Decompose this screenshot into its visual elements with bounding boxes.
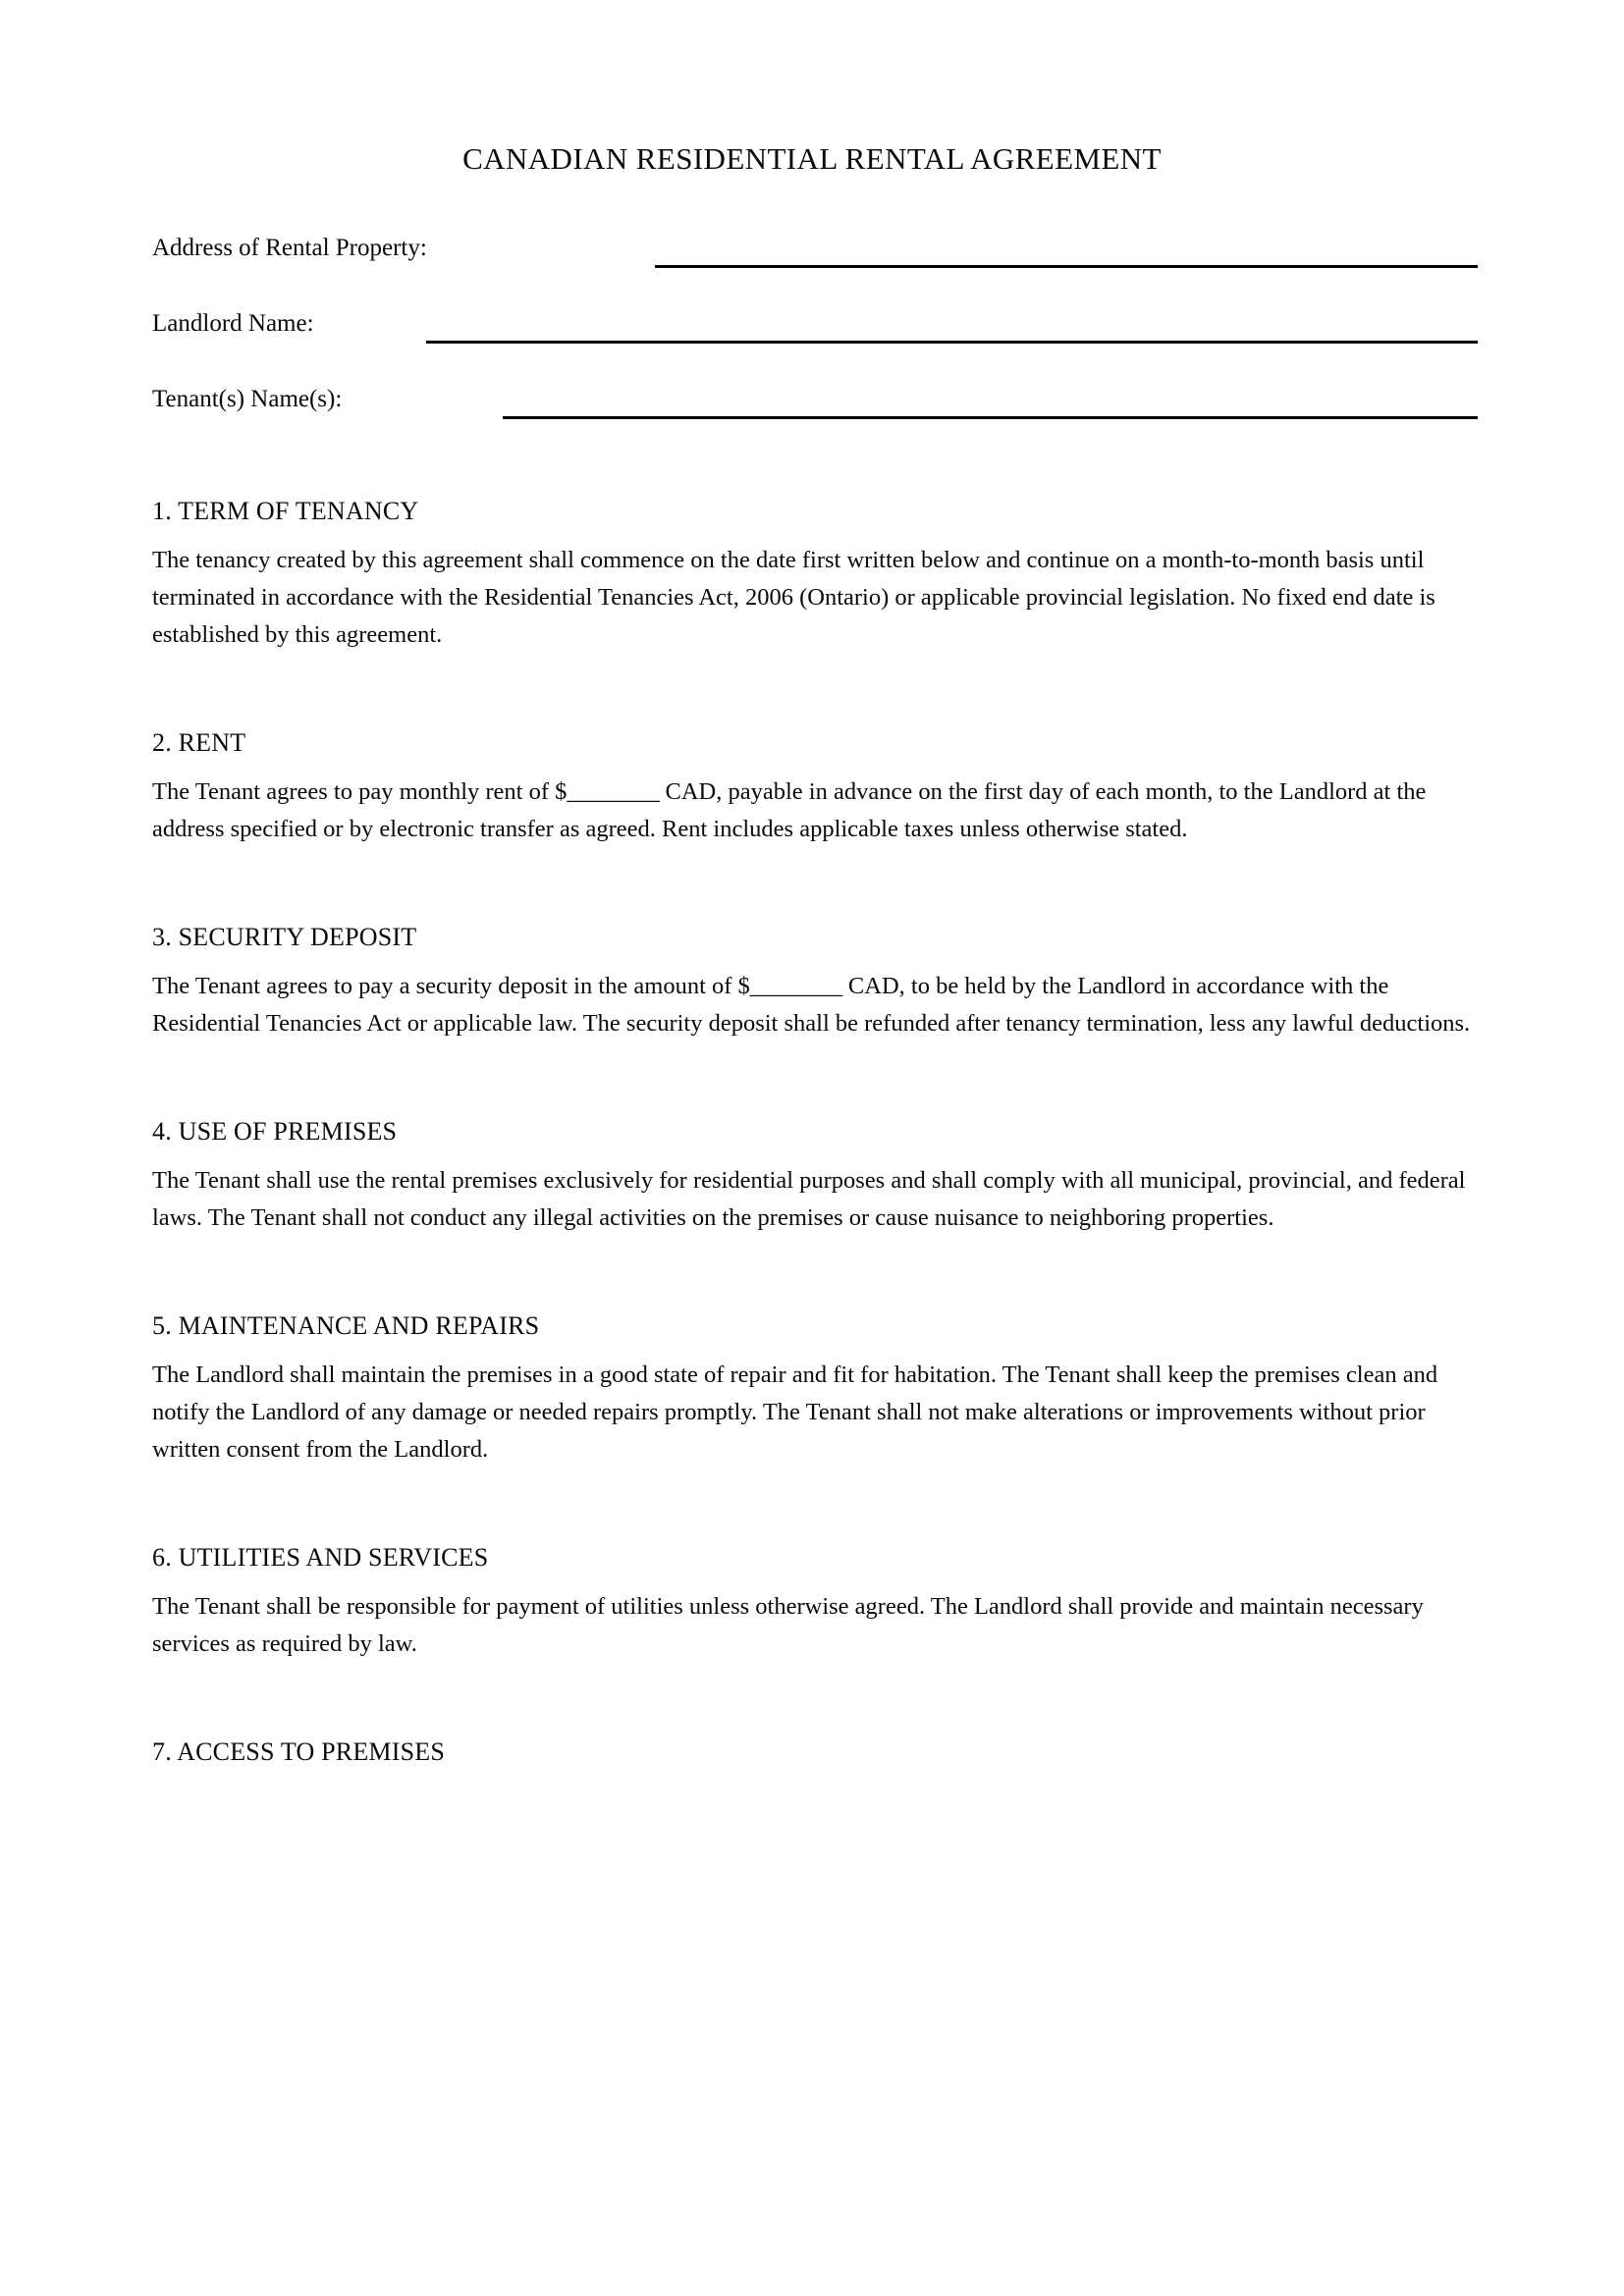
section-rent [152, 726, 1478, 848]
form-row-address [0, 232, 1624, 307]
clause-list [152, 495, 1478, 1783]
section-body [152, 968, 1478, 1042]
section-body: The Tenant shall use the rental premises exclusively for residential purposes and shall comply with all municipal, provincial, and federal laws. The Tenant shall not conduct any illegal activities on the premises or cause nuisance to neighboring properties. [152, 1167, 1466, 1231]
section-heading: 2. RENT [152, 728, 246, 757]
deposit-amount-blank[interactable]: ________ [749, 973, 842, 999]
landlord-name-field-label: Landlord Name: [152, 310, 314, 337]
section-body-text-before-blank: The Tenant agrees to pay a security deposit in the amount of $ [152, 973, 750, 999]
section-access-to-premises [152, 1735, 1478, 1769]
section-use-of-premises [152, 1115, 1478, 1237]
form-row-landlord [0, 307, 1624, 383]
section-heading: 3. SECURITY DEPOSIT [152, 923, 417, 951]
landlord-name-input-line[interactable] [426, 341, 1478, 344]
section-body [152, 774, 1478, 848]
address-field-label: Address of Rental Property: [152, 235, 427, 261]
section-body: The Landlord shall maintain the premises in a good state of repair and fit for habitation. The Tenant shall keep the premises clean and notify the Landlord of any damage or needed repairs promptly. The Tenant shall not make alterations or improvements without prior written consent from the Landlord. [152, 1362, 1438, 1463]
address-field-input-line[interactable] [655, 265, 1478, 268]
section-heading: 6. UTILITIES AND SERVICES [152, 1543, 489, 1572]
section-body-text-after-blank: CAD, to be held by the Landlord in accordance with the Residential Tenancies Act or applicable law. The security deposit shall be refunded after tenancy termination, less any lawful deductions. [152, 973, 1471, 1037]
page-title: CANADIAN RESIDENTIAL RENTAL AGREEMENT [462, 140, 1162, 176]
section-term-of-tenancy [152, 495, 1478, 654]
section-maintenance-and-repairs [152, 1309, 1478, 1468]
tenant-names-input-line[interactable] [503, 416, 1478, 419]
section-body-text-before-blank: The Tenant agrees to pay monthly rent of $ [152, 778, 568, 805]
form-row-tenant [0, 383, 1624, 458]
section-heading: 1. TERM OF TENANCY [152, 497, 419, 525]
section-body: The Tenant shall be responsible for payment of utilities unless otherwise agreed. The Landlord shall provide and maintain necessary services as required by law. [152, 1593, 1424, 1657]
section-body: The tenancy created by this agreement shall commence on the date first written below and continue on a month-to-month basis until terminated in accordance with the Residential Tenancies Act, 2006 (Ontario) or applicable provincial legislation. No fixed end date is established by this agreement. [152, 547, 1435, 648]
section-heading: 4. USE OF PREMISES [152, 1117, 398, 1146]
party-details-form [0, 232, 1624, 458]
tenant-names-field-label: Tenant(s) Name(s): [152, 386, 343, 412]
section-body-text-after-blank: CAD, payable in advance on the first day of each month, to the Landlord at the address specified or by electronic transfer as agreed. Rent includes applicable taxes unless otherwise stated. [152, 778, 1427, 842]
rent-amount-blank[interactable]: ________ [567, 778, 660, 805]
section-security-deposit [152, 921, 1478, 1042]
section-utilities-and-services [152, 1541, 1478, 1663]
section-heading: 7. ACCESS TO PREMISES [152, 1737, 446, 1766]
section-heading: 5. MAINTENANCE AND REPAIRS [152, 1311, 540, 1340]
